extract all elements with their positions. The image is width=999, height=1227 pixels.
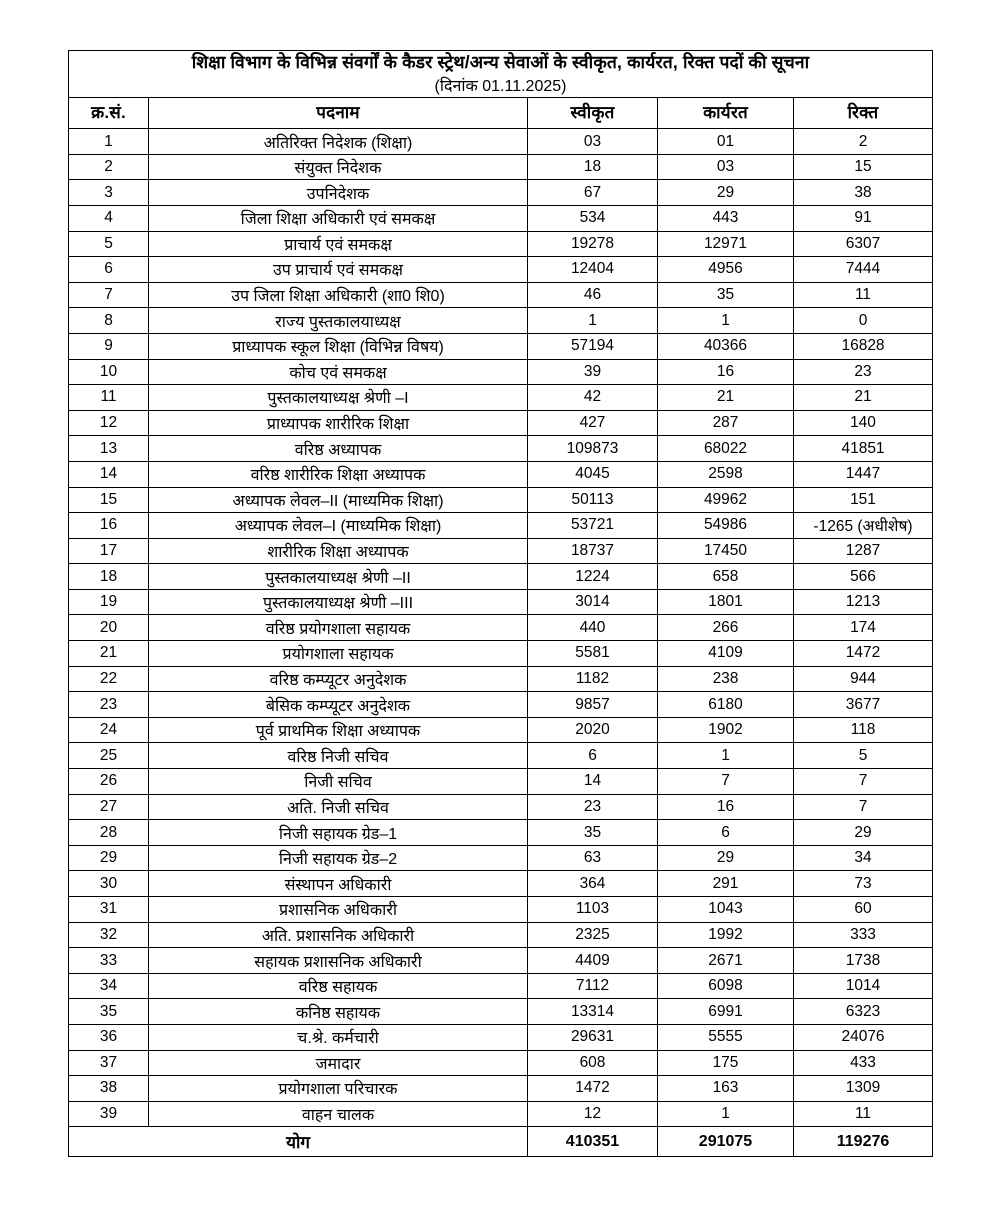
cell-sanctioned: 2325 xyxy=(528,922,658,948)
cell-vacant: 1309 xyxy=(794,1076,933,1102)
cell-post: वरिष्ठ अध्यापक xyxy=(149,436,528,462)
table-row xyxy=(69,538,933,564)
cell-working: 01 xyxy=(658,129,794,155)
total-working: 291075 xyxy=(658,1127,794,1157)
cell-sno: 18 xyxy=(69,564,149,590)
cell-post: सहायक प्रशासनिक अधिकारी xyxy=(149,948,528,974)
table-row xyxy=(69,205,933,231)
cell-working: 35 xyxy=(658,282,794,308)
cell-sno: 23 xyxy=(69,692,149,718)
cell-sanctioned: 46 xyxy=(528,282,658,308)
cell-working: 6098 xyxy=(658,973,794,999)
cell-post: अध्यापक लेवल–II (माध्यमिक शिक्षा) xyxy=(149,487,528,513)
table-row xyxy=(69,999,933,1025)
cell-vacant: 91 xyxy=(794,205,933,231)
cell-post: अति. निजी सचिव xyxy=(149,794,528,820)
cell-sno: 10 xyxy=(69,359,149,385)
cell-working: 1801 xyxy=(658,589,794,615)
cell-sanctioned: 608 xyxy=(528,1050,658,1076)
cell-vacant: 15 xyxy=(794,154,933,180)
cell-sanctioned: 6 xyxy=(528,743,658,769)
cell-post: प्रयोगशाला परिचारक xyxy=(149,1076,528,1102)
table-row xyxy=(69,820,933,846)
cell-post: वाहन चालक xyxy=(149,1101,528,1127)
cell-sanctioned: 4409 xyxy=(528,948,658,974)
cell-post: वरिष्ठ कम्प्यूटर अनुदेशक xyxy=(149,666,528,692)
cell-vacant: 174 xyxy=(794,615,933,641)
cell-working: 658 xyxy=(658,564,794,590)
cell-sanctioned: 1472 xyxy=(528,1076,658,1102)
cell-vacant: 21 xyxy=(794,385,933,411)
cell-working: 4956 xyxy=(658,257,794,283)
cell-working: 5555 xyxy=(658,1024,794,1050)
cell-vacant: 118 xyxy=(794,717,933,743)
cell-sanctioned: 50113 xyxy=(528,487,658,513)
cell-post: उप जिला शिक्षा अधिकारी (शा0 शि0) xyxy=(149,282,528,308)
cell-sanctioned: 1224 xyxy=(528,564,658,590)
cell-working: 1 xyxy=(658,1101,794,1127)
table-row xyxy=(69,897,933,923)
cell-sanctioned: 57194 xyxy=(528,333,658,359)
total-vacant: 119276 xyxy=(794,1127,933,1157)
cell-sanctioned: 364 xyxy=(528,871,658,897)
cell-working: 163 xyxy=(658,1076,794,1102)
cell-sanctioned: 9857 xyxy=(528,692,658,718)
table-row xyxy=(69,1101,933,1127)
cell-post: प्रयोगशाला सहायक xyxy=(149,641,528,667)
table-row xyxy=(69,743,933,769)
cell-post: पूर्व प्राथमिक शिक्षा अध्यापक xyxy=(149,717,528,743)
cell-working: 03 xyxy=(658,154,794,180)
cell-sno: 39 xyxy=(69,1101,149,1127)
table-row xyxy=(69,1024,933,1050)
cell-sanctioned: 42 xyxy=(528,385,658,411)
cell-sno: 22 xyxy=(69,666,149,692)
cell-working: 4109 xyxy=(658,641,794,667)
cell-post: अतिरिक्त निदेशक (शिक्षा) xyxy=(149,129,528,155)
column-header-vacant: रिक्त xyxy=(794,98,933,129)
cell-sno: 2 xyxy=(69,154,149,180)
cell-working: 266 xyxy=(658,615,794,641)
table-row xyxy=(69,948,933,974)
cell-sanctioned: 12 xyxy=(528,1101,658,1127)
cell-vacant: 1287 xyxy=(794,538,933,564)
table-body xyxy=(69,129,933,1127)
cell-sno: 36 xyxy=(69,1024,149,1050)
cell-sanctioned: 13314 xyxy=(528,999,658,1025)
cell-sanctioned: 12404 xyxy=(528,257,658,283)
cell-vacant: 566 xyxy=(794,564,933,590)
cell-vacant: 333 xyxy=(794,922,933,948)
table-row xyxy=(69,129,933,155)
cell-post: निजी सहायक ग्रेड–2 xyxy=(149,845,528,871)
cell-vacant: 151 xyxy=(794,487,933,513)
cell-post: उप प्राचार्य एवं समकक्ष xyxy=(149,257,528,283)
cell-sno: 24 xyxy=(69,717,149,743)
table-row xyxy=(69,589,933,615)
cell-working: 29 xyxy=(658,845,794,871)
cell-vacant: 1472 xyxy=(794,641,933,667)
cell-sanctioned: 1 xyxy=(528,308,658,334)
cell-post: प्राध्यापक स्कूल शिक्षा (विभिन्न विषय) xyxy=(149,333,528,359)
cell-sno: 30 xyxy=(69,871,149,897)
cell-sanctioned: 1182 xyxy=(528,666,658,692)
cell-post: राज्य पुस्तकालयाध्यक्ष xyxy=(149,308,528,334)
cell-working: 1 xyxy=(658,743,794,769)
cell-post: अति. प्रशासनिक अधिकारी xyxy=(149,922,528,948)
cell-vacant: 34 xyxy=(794,845,933,871)
cell-working: 29 xyxy=(658,180,794,206)
table-row xyxy=(69,436,933,462)
cell-vacant: 60 xyxy=(794,897,933,923)
cell-vacant: 23 xyxy=(794,359,933,385)
table-row xyxy=(69,794,933,820)
cell-working: 291 xyxy=(658,871,794,897)
table-row xyxy=(69,154,933,180)
cell-post: पुस्तकालयाध्यक्ष श्रेणी –II xyxy=(149,564,528,590)
cell-working: 68022 xyxy=(658,436,794,462)
cell-vacant: 11 xyxy=(794,282,933,308)
table-row xyxy=(69,180,933,206)
cell-post: प्राध्यापक शारीरिक शिक्षा xyxy=(149,410,528,436)
cell-post: निजी सहायक ग्रेड–1 xyxy=(149,820,528,846)
cell-vacant: 7 xyxy=(794,794,933,820)
cell-vacant: 0 xyxy=(794,308,933,334)
cell-post: वरिष्ठ निजी सचिव xyxy=(149,743,528,769)
cell-post: प्रशासनिक अधिकारी xyxy=(149,897,528,923)
cell-sanctioned: 440 xyxy=(528,615,658,641)
cell-vacant: 7 xyxy=(794,769,933,795)
cell-sno: 21 xyxy=(69,641,149,667)
cell-working: 2671 xyxy=(658,948,794,974)
cell-vacant: 6323 xyxy=(794,999,933,1025)
cell-working: 1 xyxy=(658,308,794,334)
cell-post: अध्यापक लेवल–I (माध्यमिक शिक्षा) xyxy=(149,513,528,539)
cell-vacant: 1014 xyxy=(794,973,933,999)
cell-sanctioned: 5581 xyxy=(528,641,658,667)
cell-vacant: 41851 xyxy=(794,436,933,462)
table-row xyxy=(69,385,933,411)
cell-sno: 11 xyxy=(69,385,149,411)
cell-sno: 33 xyxy=(69,948,149,974)
cell-post: कोच एवं समकक्ष xyxy=(149,359,528,385)
column-header-row xyxy=(69,98,933,129)
cell-working: 2598 xyxy=(658,461,794,487)
table-row xyxy=(69,282,933,308)
cell-post: संस्थापन अधिकारी xyxy=(149,871,528,897)
table-row xyxy=(69,922,933,948)
cell-sanctioned: 19278 xyxy=(528,231,658,257)
cell-sanctioned: 2020 xyxy=(528,717,658,743)
cell-working: 287 xyxy=(658,410,794,436)
cell-working: 40366 xyxy=(658,333,794,359)
cadre-strength-table xyxy=(68,50,933,1157)
cell-vacant: 944 xyxy=(794,666,933,692)
table-row xyxy=(69,1076,933,1102)
cell-sno: 14 xyxy=(69,461,149,487)
title-row xyxy=(69,51,933,98)
cell-sanctioned: 3014 xyxy=(528,589,658,615)
column-header-sanctioned: स्वीकृत xyxy=(528,98,658,129)
cell-sno: 8 xyxy=(69,308,149,334)
cell-vacant: 140 xyxy=(794,410,933,436)
cell-sno: 12 xyxy=(69,410,149,436)
cell-post: उपनिदेशक xyxy=(149,180,528,206)
cell-vacant: 1738 xyxy=(794,948,933,974)
cell-working: 12971 xyxy=(658,231,794,257)
table-row xyxy=(69,333,933,359)
cell-working: 17450 xyxy=(658,538,794,564)
cell-working: 6180 xyxy=(658,692,794,718)
cell-vacant: 5 xyxy=(794,743,933,769)
table-row xyxy=(69,692,933,718)
cell-sno: 20 xyxy=(69,615,149,641)
cell-vacant: 7444 xyxy=(794,257,933,283)
table-footer xyxy=(69,1127,933,1157)
cell-vacant: 1213 xyxy=(794,589,933,615)
cell-sno: 27 xyxy=(69,794,149,820)
column-header-sno: क्र.सं. xyxy=(69,98,149,129)
table-row xyxy=(69,666,933,692)
cell-sanctioned: 4045 xyxy=(528,461,658,487)
cell-working: 238 xyxy=(658,666,794,692)
table-row xyxy=(69,615,933,641)
cell-sno: 19 xyxy=(69,589,149,615)
cell-sno: 29 xyxy=(69,845,149,871)
cell-sno: 28 xyxy=(69,820,149,846)
table-row xyxy=(69,257,933,283)
table-row xyxy=(69,641,933,667)
cell-sno: 4 xyxy=(69,205,149,231)
cell-vacant: 11 xyxy=(794,1101,933,1127)
cell-working: 16 xyxy=(658,359,794,385)
cell-sno: 32 xyxy=(69,922,149,948)
cell-sno: 3 xyxy=(69,180,149,206)
table-header xyxy=(69,51,933,129)
cell-sanctioned: 18 xyxy=(528,154,658,180)
cell-sno: 5 xyxy=(69,231,149,257)
cell-post: पुस्तकालयाध्यक्ष श्रेणी –I xyxy=(149,385,528,411)
column-header-working: कार्यरत xyxy=(658,98,794,129)
cell-vacant: 24076 xyxy=(794,1024,933,1050)
cell-sno: 15 xyxy=(69,487,149,513)
table-row xyxy=(69,231,933,257)
cell-sanctioned: 63 xyxy=(528,845,658,871)
cell-working: 443 xyxy=(658,205,794,231)
cell-post: शारीरिक शिक्षा अध्यापक xyxy=(149,538,528,564)
document-title: शिक्षा विभाग के विभिन्न संवर्गों के कैडर स्ट्रेथ/अन्य सेवाओं के स्वीकृत, कार्यरत, रिक्त पदों की सूचना xyxy=(191,52,810,72)
cell-vacant: 1447 xyxy=(794,461,933,487)
cell-post: जिला शिक्षा अधिकारी एवं समकक्ष xyxy=(149,205,528,231)
document-date-line: (दिनांक 01.11.2025) xyxy=(434,78,567,96)
cell-post: कनिष्ठ सहायक xyxy=(149,999,528,1025)
cell-post: संयुक्त निदेशक xyxy=(149,154,528,180)
cell-sno: 7 xyxy=(69,282,149,308)
cell-sanctioned: 03 xyxy=(528,129,658,155)
cell-working: 6991 xyxy=(658,999,794,1025)
cell-working: 1043 xyxy=(658,897,794,923)
cell-sno: 35 xyxy=(69,999,149,1025)
cell-sno: 25 xyxy=(69,743,149,769)
cell-working: 16 xyxy=(658,794,794,820)
table-row xyxy=(69,513,933,539)
cell-working: 7 xyxy=(658,769,794,795)
table-row xyxy=(69,1050,933,1076)
cell-post: च.श्रे. कर्मचारी xyxy=(149,1024,528,1050)
cell-vacant: 433 xyxy=(794,1050,933,1076)
total-sanctioned: 410351 xyxy=(528,1127,658,1157)
total-label: योग xyxy=(69,1127,528,1157)
cell-working: 1992 xyxy=(658,922,794,948)
column-header-post: पदनाम xyxy=(149,98,528,129)
cell-sanctioned: 35 xyxy=(528,820,658,846)
cell-vacant: 38 xyxy=(794,180,933,206)
cell-sno: 6 xyxy=(69,257,149,283)
document-title-cell xyxy=(69,51,933,98)
cell-sanctioned: 18737 xyxy=(528,538,658,564)
cell-sno: 38 xyxy=(69,1076,149,1102)
cell-working: 6 xyxy=(658,820,794,846)
cadre-strength-sheet xyxy=(68,50,932,1157)
cell-sno: 26 xyxy=(69,769,149,795)
cell-sno: 34 xyxy=(69,973,149,999)
cell-sanctioned: 1103 xyxy=(528,897,658,923)
cell-sanctioned: 29631 xyxy=(528,1024,658,1050)
cell-sanctioned: 427 xyxy=(528,410,658,436)
cell-vacant: 6307 xyxy=(794,231,933,257)
cell-sno: 9 xyxy=(69,333,149,359)
cell-sno: 16 xyxy=(69,513,149,539)
cell-working: 1902 xyxy=(658,717,794,743)
cell-post: प्राचार्य एवं समकक्ष xyxy=(149,231,528,257)
cell-post: पुस्तकालयाध्यक्ष श्रेणी –III xyxy=(149,589,528,615)
cell-sanctioned: 39 xyxy=(528,359,658,385)
cell-post: वरिष्ठ प्रयोगशाला सहायक xyxy=(149,615,528,641)
cell-vacant: -1265 (अधीशेष) xyxy=(794,513,933,539)
cell-post: वरिष्ठ शारीरिक शिक्षा अध्यापक xyxy=(149,461,528,487)
cell-sno: 17 xyxy=(69,538,149,564)
cell-post: जमादार xyxy=(149,1050,528,1076)
cell-post: निजी सचिव xyxy=(149,769,528,795)
cell-sanctioned: 53721 xyxy=(528,513,658,539)
cell-working: 21 xyxy=(658,385,794,411)
cell-sanctioned: 23 xyxy=(528,794,658,820)
total-row xyxy=(69,1127,933,1157)
cell-sanctioned: 7112 xyxy=(528,973,658,999)
cell-sno: 13 xyxy=(69,436,149,462)
cell-post: बेसिक कम्प्यूटर अनुदेशक xyxy=(149,692,528,718)
cell-sanctioned: 14 xyxy=(528,769,658,795)
table-row xyxy=(69,461,933,487)
table-row xyxy=(69,871,933,897)
table-row xyxy=(69,769,933,795)
cell-working: 175 xyxy=(658,1050,794,1076)
cell-sanctioned: 109873 xyxy=(528,436,658,462)
cell-vacant: 16828 xyxy=(794,333,933,359)
cell-post: वरिष्ठ सहायक xyxy=(149,973,528,999)
table-row xyxy=(69,564,933,590)
cell-sno: 1 xyxy=(69,129,149,155)
cell-vacant: 2 xyxy=(794,129,933,155)
table-row xyxy=(69,487,933,513)
cell-sno: 37 xyxy=(69,1050,149,1076)
cell-vacant: 29 xyxy=(794,820,933,846)
table-row xyxy=(69,410,933,436)
table-row xyxy=(69,359,933,385)
table-row xyxy=(69,308,933,334)
cell-working: 54986 xyxy=(658,513,794,539)
table-row xyxy=(69,717,933,743)
table-row xyxy=(69,845,933,871)
cell-sanctioned: 534 xyxy=(528,205,658,231)
cell-vacant: 3677 xyxy=(794,692,933,718)
table-row xyxy=(69,973,933,999)
cell-sanctioned: 67 xyxy=(528,180,658,206)
cell-working: 49962 xyxy=(658,487,794,513)
cell-sno: 31 xyxy=(69,897,149,923)
cell-vacant: 73 xyxy=(794,871,933,897)
